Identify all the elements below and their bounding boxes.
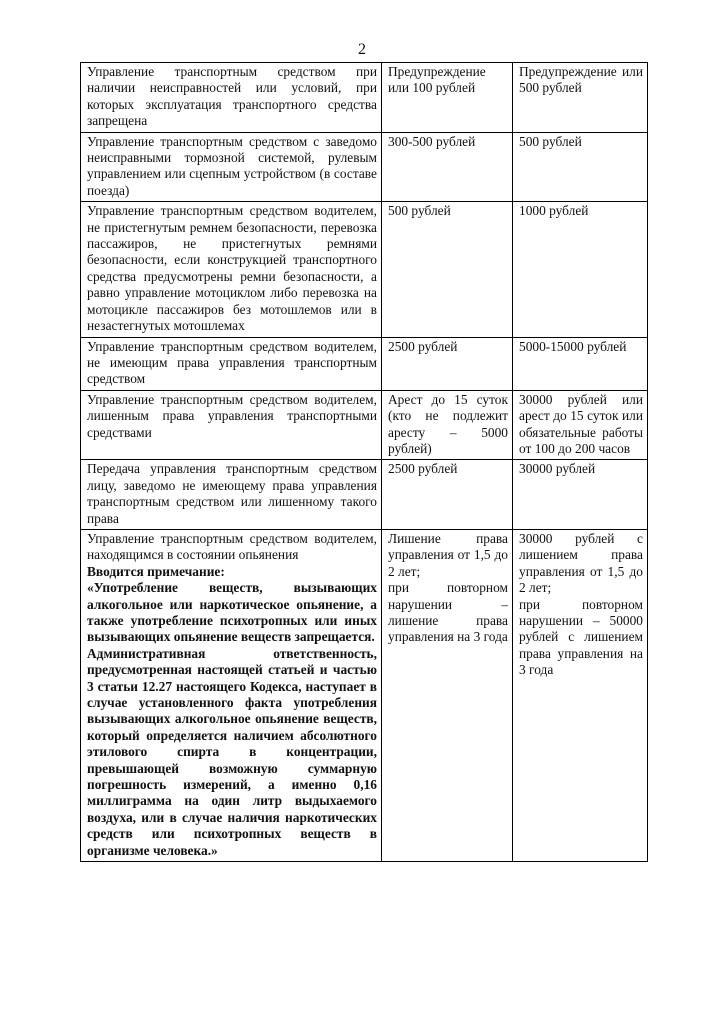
new-penalty-cell — [513, 63, 648, 133]
note-paragraph: «Употребление веществ, вызывающих алкогольное или наркотическое опьянение, а также употребление психотропных или иных вызывающих опьянение веществ запрещается. — [87, 580, 377, 645]
old-penalty-cell — [382, 63, 513, 133]
offense-cell — [81, 460, 382, 530]
old-penalty-cell — [382, 337, 513, 390]
offense-cell — [81, 63, 382, 133]
offense-text: Управление транспортным средством водителем, находящимся в состоянии опьянения — [87, 530, 377, 563]
old-penalty-cell — [382, 460, 513, 530]
offense-cell — [81, 390, 382, 460]
new-penalty-cell — [513, 132, 648, 202]
old-penalty-text: Предупреждение или 100 рублей — [388, 64, 486, 96]
old-penalty-text: 500 рублей — [388, 203, 451, 219]
table-row — [81, 337, 648, 390]
table-row — [81, 390, 648, 460]
old-penalty-cell — [382, 202, 513, 337]
old-penalty-cell — [382, 132, 513, 202]
note-paragraph: Административная ответственность, предусмотренная настоящей статьей и частью 3 статьи 12.27 настоящего Кодекса, наступает в случае установленного факта употребления вызывающих алкогольное опьянение веществ, который определяется наличием абсолютного этилового спирта в концентрации, превышающей возможную суммарную погрешность измерений, а именно 0,16 миллиграмма на один литр выдыхаемого воздуха, или в случае наличия наркотических средств или психотропных веществ в организме человека.» — [87, 645, 377, 858]
table-row — [81, 63, 648, 133]
new-penalty-text: при повторном нарушении – 50000 рублей с лишением права управления на 3 года — [519, 596, 643, 678]
penalties-table — [80, 62, 648, 862]
offense-cell — [81, 337, 382, 390]
offense-text: Управление транспортным средством водителем, не имеющим права управления транспортным средством — [87, 338, 377, 387]
new-penalty-text: 30000 рублей — [519, 461, 596, 477]
new-penalty-text: 500 рублей — [519, 133, 582, 149]
old-penalty-text: 2500 рублей — [388, 338, 458, 354]
offense-cell — [81, 202, 382, 337]
new-penalty-text: 30000 рублей или арест до 15 суток или обязательные работы от 100 до 200 часов — [519, 391, 643, 456]
table-row — [81, 132, 648, 202]
old-penalty-text: Лишение права управления от 1,5 до 2 лет; — [388, 530, 508, 579]
new-penalty-text: 5000-15000 рублей — [519, 338, 627, 354]
offense-text: Передача управления транспортным средством лицу, заведомо не имеющему права управления транспортным средством или лишенному такого права — [87, 461, 377, 526]
old-penalty-cell — [382, 529, 513, 861]
table-row — [81, 460, 648, 530]
new-penalty-cell — [513, 202, 648, 337]
new-penalty-text: 1000 рублей — [519, 203, 589, 219]
offense-text: Управление транспортным средством водителем, не пристегнутым ремнем безопасности, перевозка пассажиров, не пристегнутых ремнями безопасности, если конструкцией транспортного средства предусмотрены ремни безопасности, а равно управление мотоциклом либо перевозка на мотоцикле пассажиров без мотошлемов или в незастегнутых мотошлемах — [87, 203, 377, 334]
offense-text: Управление транспортным средством водителем, лишенным права управления транспортными средствами — [87, 391, 377, 440]
new-penalty-cell — [513, 460, 648, 530]
old-penalty-cell — [382, 390, 513, 460]
table-row — [81, 529, 648, 861]
old-penalty-text: Арест до 15 суток (кто не подлежит аресту – 5000 рублей) — [388, 391, 508, 456]
new-penalty-cell — [513, 337, 648, 390]
new-penalty-cell — [513, 390, 648, 460]
offense-text: Управление транспортным средством с заведомо неисправными тормозной системой, рулевым управлением или сцепным устройством (в составе поезда) — [87, 133, 377, 198]
old-penalty-text: 300-500 рублей — [388, 133, 476, 149]
new-penalty-cell — [513, 529, 648, 861]
old-penalty-text: 2500 рублей — [388, 461, 458, 477]
offense-cell — [81, 132, 382, 202]
new-penalty-text: 30000 рублей с лишением права управления от 1,5 до 2 лет; — [519, 530, 643, 596]
new-penalty-text: Предупреждение или 500 рублей — [519, 64, 643, 96]
offense-text: Управление транспортным средством при наличии неисправностей или условий, при которых эксплуатация транспортного средства запрещена — [87, 64, 377, 129]
table-row — [81, 202, 648, 337]
offense-cell — [81, 529, 382, 861]
page-number: 2 — [358, 41, 366, 58]
note-heading: Вводится примечание: — [87, 563, 225, 579]
old-penalty-text: при повторном нарушении – лишение права управления на 3 года — [388, 580, 508, 645]
